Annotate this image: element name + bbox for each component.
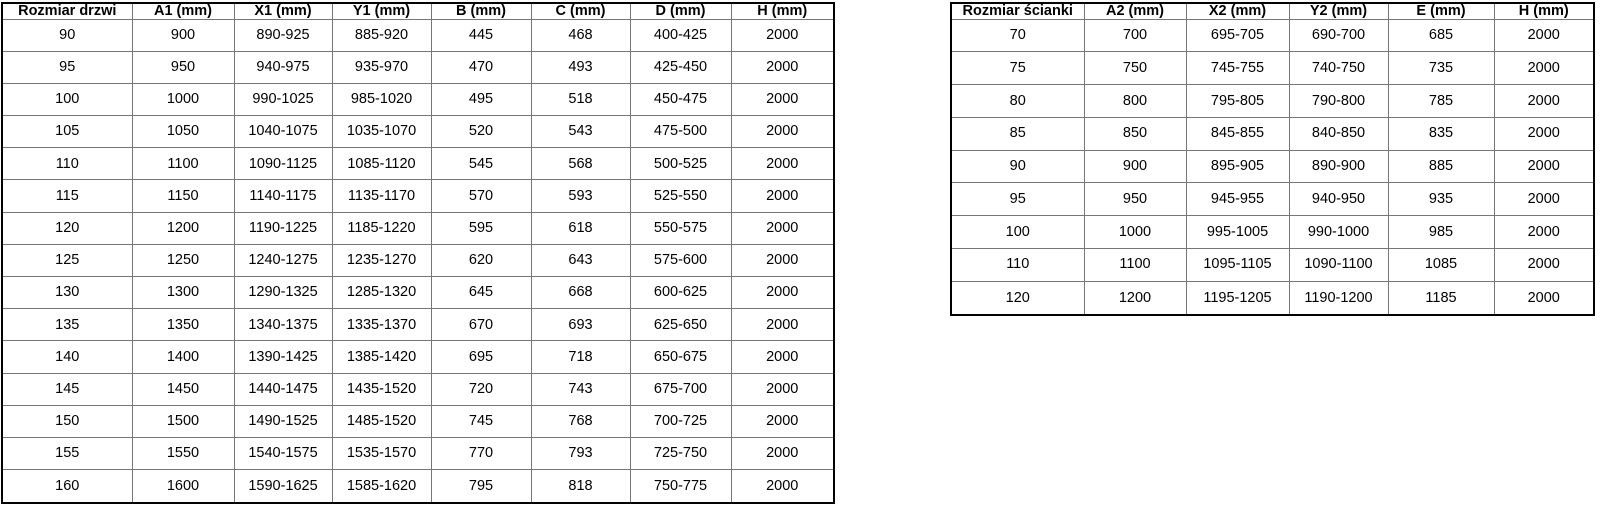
table-cell: 1040-1075 — [234, 116, 332, 148]
table-cell: 685 — [1388, 19, 1494, 52]
table-cell: 700 — [1084, 19, 1186, 52]
table-cell: 90 — [2, 19, 132, 51]
table-cell: 895-905 — [1186, 150, 1289, 183]
table-cell: 1090-1125 — [234, 148, 332, 180]
table-row — [2, 148, 834, 180]
table-cell: 740-750 — [1289, 52, 1388, 85]
table-cell: 1535-1570 — [332, 437, 431, 469]
table-cell: 2000 — [731, 116, 834, 148]
column-header: H (mm) — [731, 3, 834, 19]
table-cell: 790-800 — [1289, 85, 1388, 118]
table-cell: 1400 — [132, 341, 234, 373]
table-cell: 1135-1170 — [332, 180, 431, 212]
table-row — [951, 216, 1594, 249]
table-cell: 2000 — [1494, 19, 1594, 52]
table-cell: 545 — [431, 148, 531, 180]
column-header: X1 (mm) — [234, 3, 332, 19]
table-row — [951, 248, 1594, 281]
table-cell: 2000 — [731, 212, 834, 244]
table-cell: 1200 — [1084, 281, 1186, 315]
table-cell: 750-775 — [630, 470, 731, 503]
table-row — [2, 470, 834, 503]
table-cell: 1195-1205 — [1186, 281, 1289, 315]
table-cell: 1190-1200 — [1289, 281, 1388, 315]
table-cell: 1095-1105 — [1186, 248, 1289, 281]
table-cell: 100 — [951, 216, 1084, 249]
table-cell: 2000 — [731, 373, 834, 405]
table-cell: 2000 — [731, 51, 834, 83]
table-cell: 890-925 — [234, 19, 332, 51]
table-cell: 2000 — [731, 309, 834, 341]
table-cell: 690-700 — [1289, 19, 1388, 52]
table-cell: 725-750 — [630, 437, 731, 469]
table-cell: 1140-1175 — [234, 180, 332, 212]
table-row — [951, 117, 1594, 150]
table-cell: 1000 — [1084, 216, 1186, 249]
table-cell: 75 — [951, 52, 1084, 85]
table-cell: 130 — [2, 277, 132, 309]
table-cell: 105 — [2, 116, 132, 148]
table-cell: 985-1020 — [332, 83, 431, 115]
column-header: B (mm) — [431, 3, 531, 19]
table-cell: 595 — [431, 212, 531, 244]
column-header: Rozmiar drzwi — [2, 3, 132, 19]
table-row — [2, 373, 834, 405]
table-cell: 770 — [431, 437, 531, 469]
table-cell: 675-700 — [630, 373, 731, 405]
table-cell: 645 — [431, 277, 531, 309]
column-header: A1 (mm) — [132, 3, 234, 19]
table-cell: 670 — [431, 309, 531, 341]
column-header: Y1 (mm) — [332, 3, 431, 19]
table-cell: 735 — [1388, 52, 1494, 85]
table-cell: 800 — [1084, 85, 1186, 118]
table-cell: 1390-1425 — [234, 341, 332, 373]
table-row — [951, 52, 1594, 85]
table-cell: 720 — [431, 373, 531, 405]
table-cell: 743 — [531, 373, 630, 405]
table-cell: 2000 — [1494, 183, 1594, 216]
table-cell: 135 — [2, 309, 132, 341]
table-cell: 1590-1625 — [234, 470, 332, 503]
table-row — [951, 281, 1594, 315]
table-cell: 1550 — [132, 437, 234, 469]
table-cell: 1285-1320 — [332, 277, 431, 309]
table-cell: 845-855 — [1186, 117, 1289, 150]
table-cell: 493 — [531, 51, 630, 83]
table-cell: 115 — [2, 180, 132, 212]
table-row — [951, 19, 1594, 52]
table-cell: 100 — [2, 83, 132, 115]
table-cell: 1340-1375 — [234, 309, 332, 341]
table-cell: 745 — [431, 405, 531, 437]
table-row — [2, 83, 834, 115]
table-cell: 2000 — [1494, 150, 1594, 183]
table-cell: 1185 — [1388, 281, 1494, 315]
table-cell: 818 — [531, 470, 630, 503]
table-row — [951, 150, 1594, 183]
table-cell: 2000 — [1494, 281, 1594, 315]
table-row — [951, 183, 1594, 216]
column-header: D (mm) — [630, 3, 731, 19]
table-cell: 1435-1520 — [332, 373, 431, 405]
table-row — [2, 51, 834, 83]
table-cell: 885-920 — [332, 19, 431, 51]
table-cell: 1090-1100 — [1289, 248, 1388, 281]
table-cell: 2000 — [1494, 117, 1594, 150]
table-cell: 80 — [951, 85, 1084, 118]
table-cell: 1290-1325 — [234, 277, 332, 309]
table-cell: 1085-1120 — [332, 148, 431, 180]
table-cell: 1050 — [132, 116, 234, 148]
table-cell: 950 — [1084, 183, 1186, 216]
table-cell: 945-955 — [1186, 183, 1289, 216]
table-cell: 550-575 — [630, 212, 731, 244]
column-header: Y2 (mm) — [1289, 3, 1388, 19]
table-cell: 400-425 — [630, 19, 731, 51]
table-cell: 150 — [2, 405, 132, 437]
table-cell: 620 — [431, 244, 531, 276]
table-cell: 1540-1575 — [234, 437, 332, 469]
table-cell: 1100 — [1084, 248, 1186, 281]
table-cell: 85 — [951, 117, 1084, 150]
table-cell: 1300 — [132, 277, 234, 309]
column-header: E (mm) — [1388, 3, 1494, 19]
table-cell: 110 — [2, 148, 132, 180]
table-cell: 2000 — [731, 180, 834, 212]
table-cell: 495 — [431, 83, 531, 115]
column-header: H (mm) — [1494, 3, 1594, 19]
table-cell: 450-475 — [630, 83, 731, 115]
wall-dimensions-table — [950, 2, 1595, 316]
table-cell: 525-550 — [630, 180, 731, 212]
table-cell: 95 — [951, 183, 1084, 216]
table-cell: 940-975 — [234, 51, 332, 83]
table-cell: 2000 — [731, 148, 834, 180]
table-cell: 110 — [951, 248, 1084, 281]
table-cell: 643 — [531, 244, 630, 276]
table-cell: 625-650 — [630, 309, 731, 341]
column-header: A2 (mm) — [1084, 3, 1186, 19]
table-cell: 1185-1220 — [332, 212, 431, 244]
table-cell: 745-755 — [1186, 52, 1289, 85]
table-cell: 793 — [531, 437, 630, 469]
table-cell: 795 — [431, 470, 531, 503]
table-cell: 2000 — [731, 470, 834, 503]
table-row — [2, 116, 834, 148]
table-cell: 900 — [132, 19, 234, 51]
table-cell: 70 — [951, 19, 1084, 52]
table-cell: 1085 — [1388, 248, 1494, 281]
table-cell: 1000 — [132, 83, 234, 115]
table-cell: 650-675 — [630, 341, 731, 373]
table-cell: 593 — [531, 180, 630, 212]
table-cell: 1585-1620 — [332, 470, 431, 503]
table-cell: 1385-1420 — [332, 341, 431, 373]
header-row — [951, 3, 1594, 19]
table-cell: 568 — [531, 148, 630, 180]
table-cell: 1235-1270 — [332, 244, 431, 276]
table-cell: 935 — [1388, 183, 1494, 216]
table-cell: 693 — [531, 309, 630, 341]
column-header: C (mm) — [531, 3, 630, 19]
table-cell: 2000 — [1494, 85, 1594, 118]
table-cell: 990-1000 — [1289, 216, 1388, 249]
table-cell: 950 — [132, 51, 234, 83]
table-cell: 2000 — [731, 83, 834, 115]
table-cell: 95 — [2, 51, 132, 83]
table-cell: 1035-1070 — [332, 116, 431, 148]
table-cell: 570 — [431, 180, 531, 212]
table-cell: 475-500 — [630, 116, 731, 148]
table-cell: 543 — [531, 116, 630, 148]
table-cell: 520 — [431, 116, 531, 148]
table-cell: 500-525 — [630, 148, 731, 180]
table-cell: 2000 — [731, 437, 834, 469]
table-cell: 695 — [431, 341, 531, 373]
table-cell: 2000 — [1494, 216, 1594, 249]
table-cell: 90 — [951, 150, 1084, 183]
table-cell: 2000 — [731, 341, 834, 373]
table-cell: 768 — [531, 405, 630, 437]
table-cell: 1250 — [132, 244, 234, 276]
table-cell: 985 — [1388, 216, 1494, 249]
table-cell: 2000 — [731, 405, 834, 437]
table-row — [2, 437, 834, 469]
table-cell: 145 — [2, 373, 132, 405]
table-cell: 2000 — [1494, 248, 1594, 281]
table-row — [2, 309, 834, 341]
table-cell: 785 — [1388, 85, 1494, 118]
table-cell: 575-600 — [630, 244, 731, 276]
table-cell: 935-970 — [332, 51, 431, 83]
table-cell: 1500 — [132, 405, 234, 437]
table-cell: 1190-1225 — [234, 212, 332, 244]
table-cell: 468 — [531, 19, 630, 51]
table-cell: 2000 — [731, 277, 834, 309]
table-row — [2, 405, 834, 437]
table-cell: 1600 — [132, 470, 234, 503]
table-row — [2, 341, 834, 373]
table-row — [2, 19, 834, 51]
table-cell: 1200 — [132, 212, 234, 244]
table-cell: 995-1005 — [1186, 216, 1289, 249]
table-cell: 518 — [531, 83, 630, 115]
table-cell: 125 — [2, 244, 132, 276]
table-cell: 445 — [431, 19, 531, 51]
table-cell: 155 — [2, 437, 132, 469]
table-cell: 1335-1370 — [332, 309, 431, 341]
table-cell: 668 — [531, 277, 630, 309]
table-cell: 1350 — [132, 309, 234, 341]
table-cell: 695-705 — [1186, 19, 1289, 52]
table-cell: 425-450 — [630, 51, 731, 83]
column-header: Rozmiar ścianki — [951, 3, 1084, 19]
table-cell: 470 — [431, 51, 531, 83]
table-cell: 718 — [531, 341, 630, 373]
table-cell: 120 — [2, 212, 132, 244]
table-cell: 795-805 — [1186, 85, 1289, 118]
table-cell: 1100 — [132, 148, 234, 180]
table-row — [2, 180, 834, 212]
table-row — [2, 244, 834, 276]
table-cell: 1440-1475 — [234, 373, 332, 405]
table-cell: 618 — [531, 212, 630, 244]
table-cell: 940-950 — [1289, 183, 1388, 216]
table-cell: 990-1025 — [234, 83, 332, 115]
table-cell: 700-725 — [630, 405, 731, 437]
table-cell: 160 — [2, 470, 132, 503]
table-cell: 140 — [2, 341, 132, 373]
table-cell: 840-850 — [1289, 117, 1388, 150]
table-cell: 1240-1275 — [234, 244, 332, 276]
table-cell: 900 — [1084, 150, 1186, 183]
header-row — [2, 3, 834, 19]
table-cell: 1450 — [132, 373, 234, 405]
table-cell: 1485-1520 — [332, 405, 431, 437]
table-row — [951, 85, 1594, 118]
doors-dimensions-table — [1, 2, 835, 504]
table-cell: 120 — [951, 281, 1084, 315]
table-cell: 2000 — [731, 19, 834, 51]
table-cell: 600-625 — [630, 277, 731, 309]
column-header: X2 (mm) — [1186, 3, 1289, 19]
table-cell: 2000 — [731, 244, 834, 276]
table-cell: 750 — [1084, 52, 1186, 85]
table-cell: 850 — [1084, 117, 1186, 150]
table-row — [2, 212, 834, 244]
table-cell: 885 — [1388, 150, 1494, 183]
table-cell: 835 — [1388, 117, 1494, 150]
table-row — [2, 277, 834, 309]
table-cell: 1490-1525 — [234, 405, 332, 437]
table-cell: 1150 — [132, 180, 234, 212]
table-cell: 890-900 — [1289, 150, 1388, 183]
table-cell: 2000 — [1494, 52, 1594, 85]
